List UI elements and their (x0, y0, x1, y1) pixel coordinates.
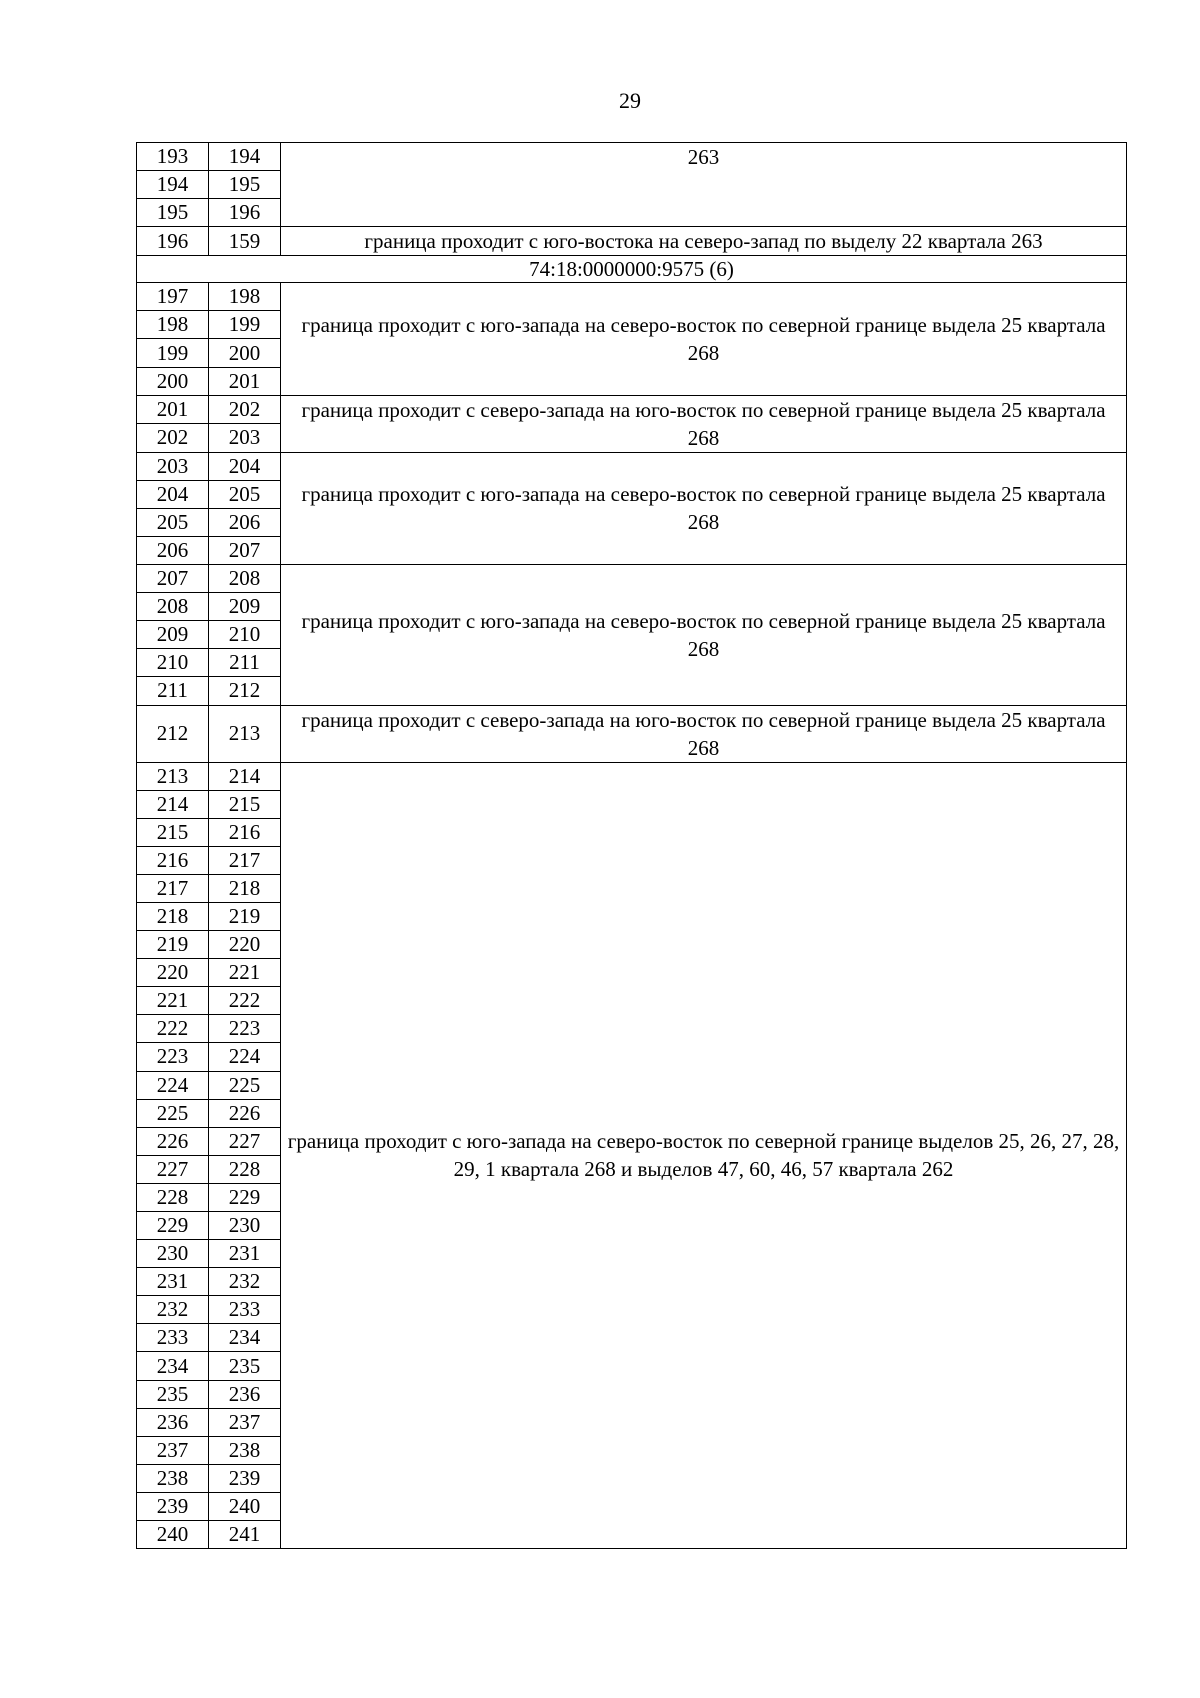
from-point: 206 (137, 536, 209, 564)
from-point: 216 (137, 846, 209, 874)
from-point: 223 (137, 1043, 209, 1071)
from-point: 196 (137, 227, 209, 256)
from-point: 201 (137, 395, 209, 424)
to-point: 238 (209, 1436, 281, 1464)
from-point: 213 (137, 762, 209, 790)
to-point: 206 (209, 508, 281, 536)
from-point: 224 (137, 1071, 209, 1099)
from-point: 212 (137, 705, 209, 762)
table-row (137, 143, 1127, 171)
to-point: 195 (209, 171, 281, 199)
to-point: 225 (209, 1071, 281, 1099)
table-row (137, 452, 1127, 480)
to-point: 227 (209, 1127, 281, 1155)
to-point: 213 (209, 705, 281, 762)
from-point: 214 (137, 790, 209, 818)
cadastral-number: 74:18:0000000:9575 (6) (137, 256, 1127, 283)
from-point: 220 (137, 959, 209, 987)
boundary-description: граница проходит с северо-запада на юго-восток по северной границе выдела 25 квартала 268 (281, 395, 1127, 452)
from-point: 209 (137, 621, 209, 649)
to-point: 210 (209, 621, 281, 649)
from-point: 203 (137, 452, 209, 480)
to-point: 217 (209, 846, 281, 874)
boundary-description: граница проходит с северо-запада на юго-восток по северной границе выдела 25 квартала 268 (281, 705, 1127, 762)
to-point: 233 (209, 1296, 281, 1324)
table-row (137, 565, 1127, 593)
from-point: 221 (137, 987, 209, 1015)
from-point: 222 (137, 1015, 209, 1043)
to-point: 230 (209, 1212, 281, 1240)
boundary-description: граница проходит с юго-запада на северо-восток по северной границе выдела 25 квартала 268 (281, 283, 1127, 395)
to-point: 241 (209, 1521, 281, 1549)
to-point: 212 (209, 677, 281, 705)
from-point: 218 (137, 902, 209, 930)
from-point: 235 (137, 1380, 209, 1408)
to-point: 203 (209, 424, 281, 453)
from-point: 234 (137, 1352, 209, 1380)
to-point: 196 (209, 199, 281, 227)
from-point: 195 (137, 199, 209, 227)
to-point: 232 (209, 1268, 281, 1296)
to-point: 223 (209, 1015, 281, 1043)
from-point: 207 (137, 565, 209, 593)
table-row (137, 705, 1127, 762)
from-point: 205 (137, 508, 209, 536)
to-point: 240 (209, 1492, 281, 1520)
to-point: 231 (209, 1240, 281, 1268)
to-point: 229 (209, 1183, 281, 1211)
table-row (137, 227, 1127, 256)
to-point: 219 (209, 902, 281, 930)
boundary-description: граница проходит с юго-запада на северо-восток по северной границе выдела 25 квартала 268 (281, 452, 1127, 564)
from-point: 217 (137, 874, 209, 902)
boundary-description: граница проходит с юго-запада на северо-восток по северной границе выдела 25 квартала 268 (281, 565, 1127, 705)
table-row (137, 762, 1127, 790)
from-point: 225 (137, 1099, 209, 1127)
to-point: 239 (209, 1464, 281, 1492)
from-point: 229 (137, 1212, 209, 1240)
boundary-table (136, 142, 1127, 1549)
from-point: 199 (137, 339, 209, 367)
to-point: 226 (209, 1099, 281, 1127)
to-point: 200 (209, 339, 281, 367)
to-point: 204 (209, 452, 281, 480)
from-point: 208 (137, 593, 209, 621)
from-point: 211 (137, 677, 209, 705)
to-point: 207 (209, 536, 281, 564)
boundary-description: граница проходит с юго-запада на северо-восток по северной границе выделов 25, 26, 27, 28, 29, 1 квартала 268 и выделов 47, 60, 46, 57 квартала 262 (281, 762, 1127, 1549)
from-point: 226 (137, 1127, 209, 1155)
from-point: 232 (137, 1296, 209, 1324)
page-number: 29 (619, 88, 641, 113)
to-point: 208 (209, 565, 281, 593)
boundary-description: 263 (281, 143, 1127, 227)
to-point: 222 (209, 987, 281, 1015)
from-point: 204 (137, 480, 209, 508)
from-point: 193 (137, 143, 209, 171)
to-point: 228 (209, 1155, 281, 1183)
cadastral-header-row (137, 256, 1127, 283)
from-point: 237 (137, 1436, 209, 1464)
from-point: 228 (137, 1183, 209, 1211)
to-point: 224 (209, 1043, 281, 1071)
from-point: 198 (137, 311, 209, 339)
to-point: 199 (209, 311, 281, 339)
to-point: 220 (209, 931, 281, 959)
to-point: 235 (209, 1352, 281, 1380)
from-point: 236 (137, 1408, 209, 1436)
to-point: 205 (209, 480, 281, 508)
to-point: 237 (209, 1408, 281, 1436)
to-point: 218 (209, 874, 281, 902)
to-point: 234 (209, 1324, 281, 1352)
to-point: 194 (209, 143, 281, 171)
to-point: 216 (209, 818, 281, 846)
table-row (137, 395, 1127, 424)
from-point: 240 (137, 1521, 209, 1549)
from-point: 215 (137, 818, 209, 846)
to-point: 214 (209, 762, 281, 790)
from-point: 200 (137, 367, 209, 395)
from-point: 210 (137, 649, 209, 677)
from-point: 230 (137, 1240, 209, 1268)
from-point: 219 (137, 931, 209, 959)
from-point: 231 (137, 1268, 209, 1296)
to-point: 221 (209, 959, 281, 987)
table-row (137, 283, 1127, 311)
from-point: 238 (137, 1464, 209, 1492)
to-point: 209 (209, 593, 281, 621)
to-point: 211 (209, 649, 281, 677)
from-point: 197 (137, 283, 209, 311)
boundary-description: граница проходит с юго-востока на северо-запад по выделу 22 квартала 263 (281, 227, 1127, 256)
from-point: 194 (137, 171, 209, 199)
from-point: 202 (137, 424, 209, 453)
to-point: 202 (209, 395, 281, 424)
from-point: 233 (137, 1324, 209, 1352)
from-point: 239 (137, 1492, 209, 1520)
to-point: 198 (209, 283, 281, 311)
to-point: 215 (209, 790, 281, 818)
to-point: 236 (209, 1380, 281, 1408)
from-point: 227 (137, 1155, 209, 1183)
to-point: 159 (209, 227, 281, 256)
to-point: 201 (209, 367, 281, 395)
